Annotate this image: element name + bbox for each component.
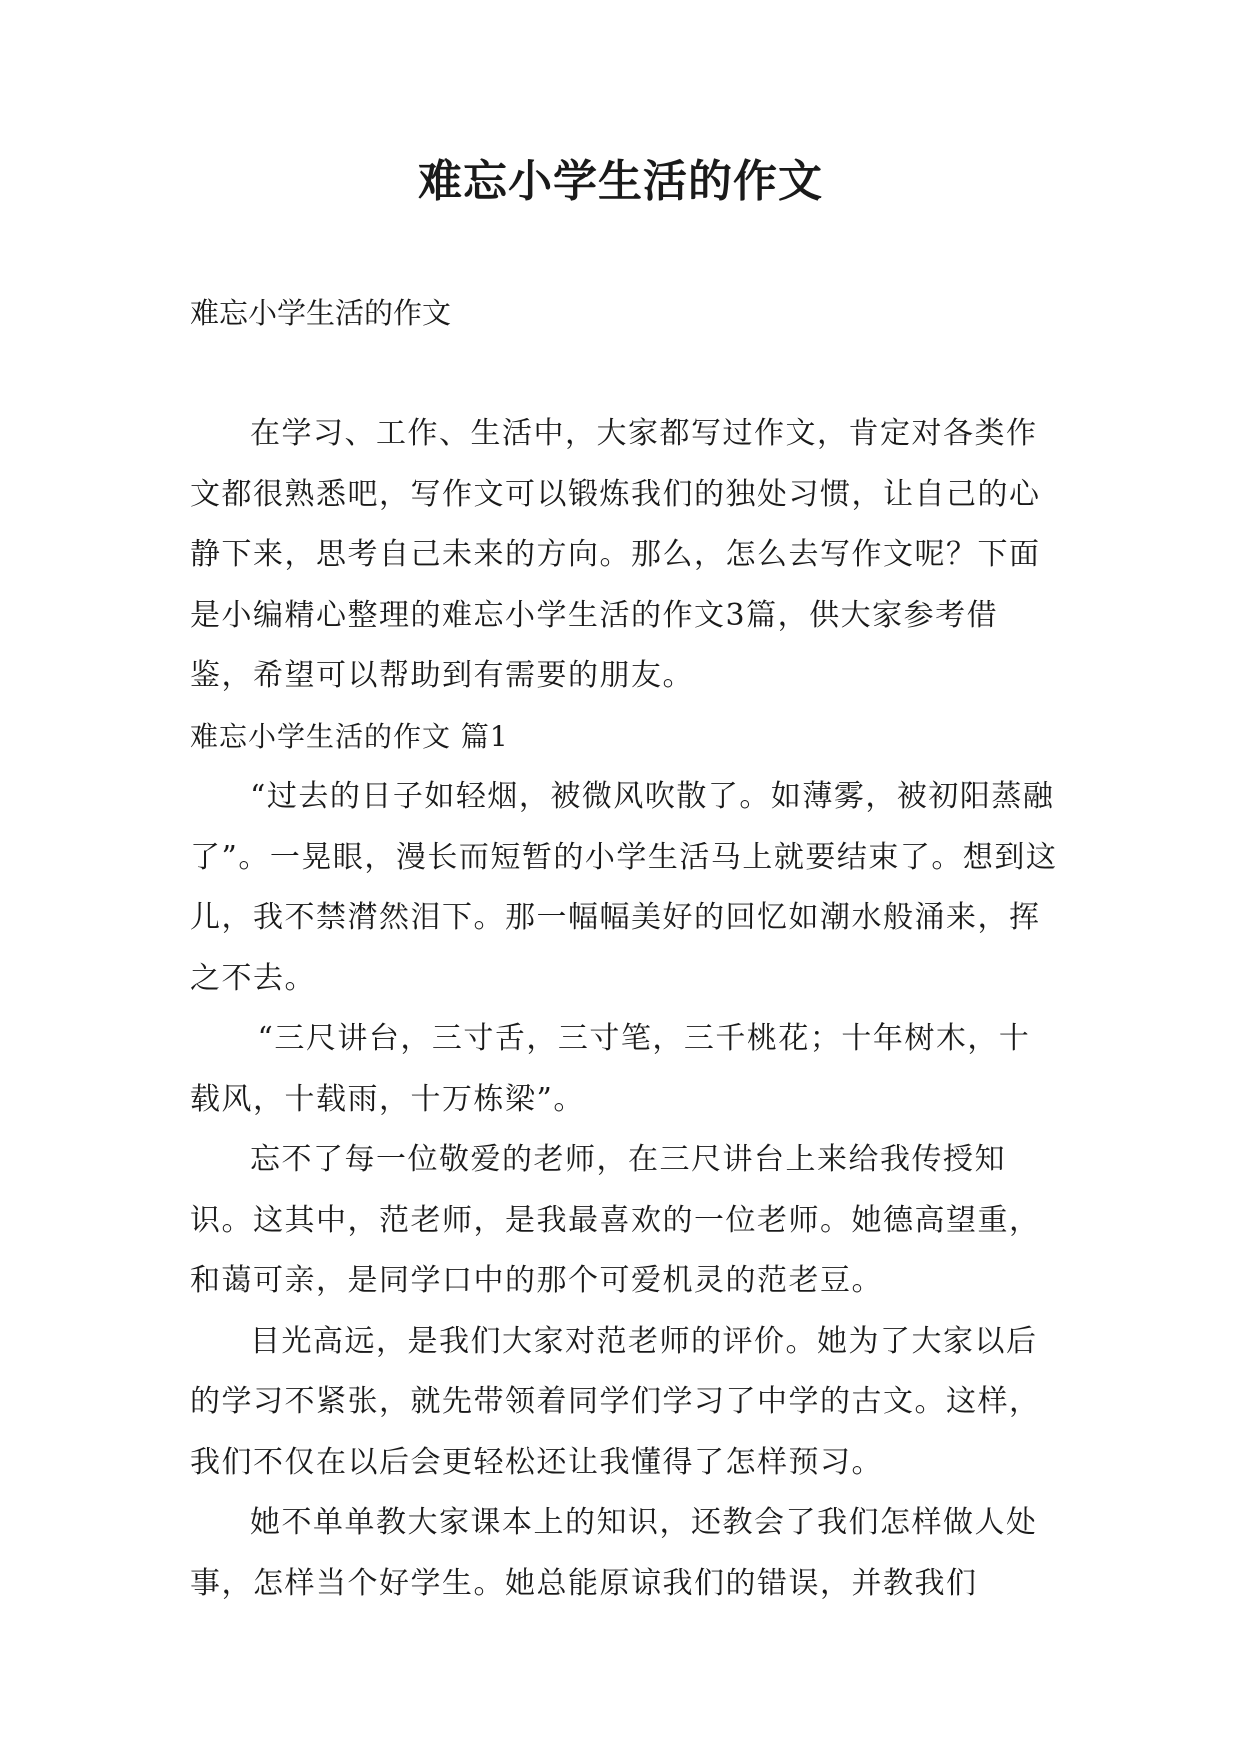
paragraph-quote: “三尺讲台，三寸舌，三寸笔，三千桃花；十年树木，十载风，十载雨，十万栋梁”。 (190, 1021, 1031, 1117)
paragraph: 忘不了每一位敬爱的老师，在三尺讲台上来给我传授知识。这其中，范老师，是我最喜欢的一位老师。她德高望重，和蔼可亲，是同学口中的那个可爱机灵的范老豆。 (190, 1142, 1041, 1298)
paragraph-intro: 在学习、工作、生活中，大家都写过作文，肯定对各类作文都很熟悉吧，写作文可以锻炼我们的独处习惯，让自己的心静下来，思考自己未来的方向。那么，怎么去写作文呢？下面是小编精心整理的难忘小学生活的作文3篇，供大家参考借鉴，希望可以帮助到有需要的朋友。 (190, 416, 1041, 693)
section-heading: 难忘小学生活的作文 篇1 (190, 719, 509, 753)
paragraph: 她不单单教大家课本上的知识，还教会了我们怎样做人处事，怎样当个好学生。她总能原谅我们的错误，并教我们 (190, 1505, 1038, 1601)
document-body (190, 404, 1060, 1614)
document-title: 难忘小学生活的作文 (418, 156, 823, 207)
paragraph: “过去的日子如轻烟，被微风吹散了。如薄雾，被初阳蒸融了”。一晃眼，漫长而短暂的小学生活马上就要结束了。想到这儿，我不禁潸然泪下。那一幅幅美好的回忆如潮水般涌来，挥之不去。 (190, 779, 1058, 996)
paragraph: 目光高远，是我们大家对范老师的评价。她为了大家以后的学习不紧张，就先带领着同学们学习了中学的古文。这样，我们不仅在以后会更轻松还让我懂得了怎样预习。 (190, 1323, 1041, 1480)
document-subtitle: 难忘小学生活的作文 (190, 296, 452, 330)
